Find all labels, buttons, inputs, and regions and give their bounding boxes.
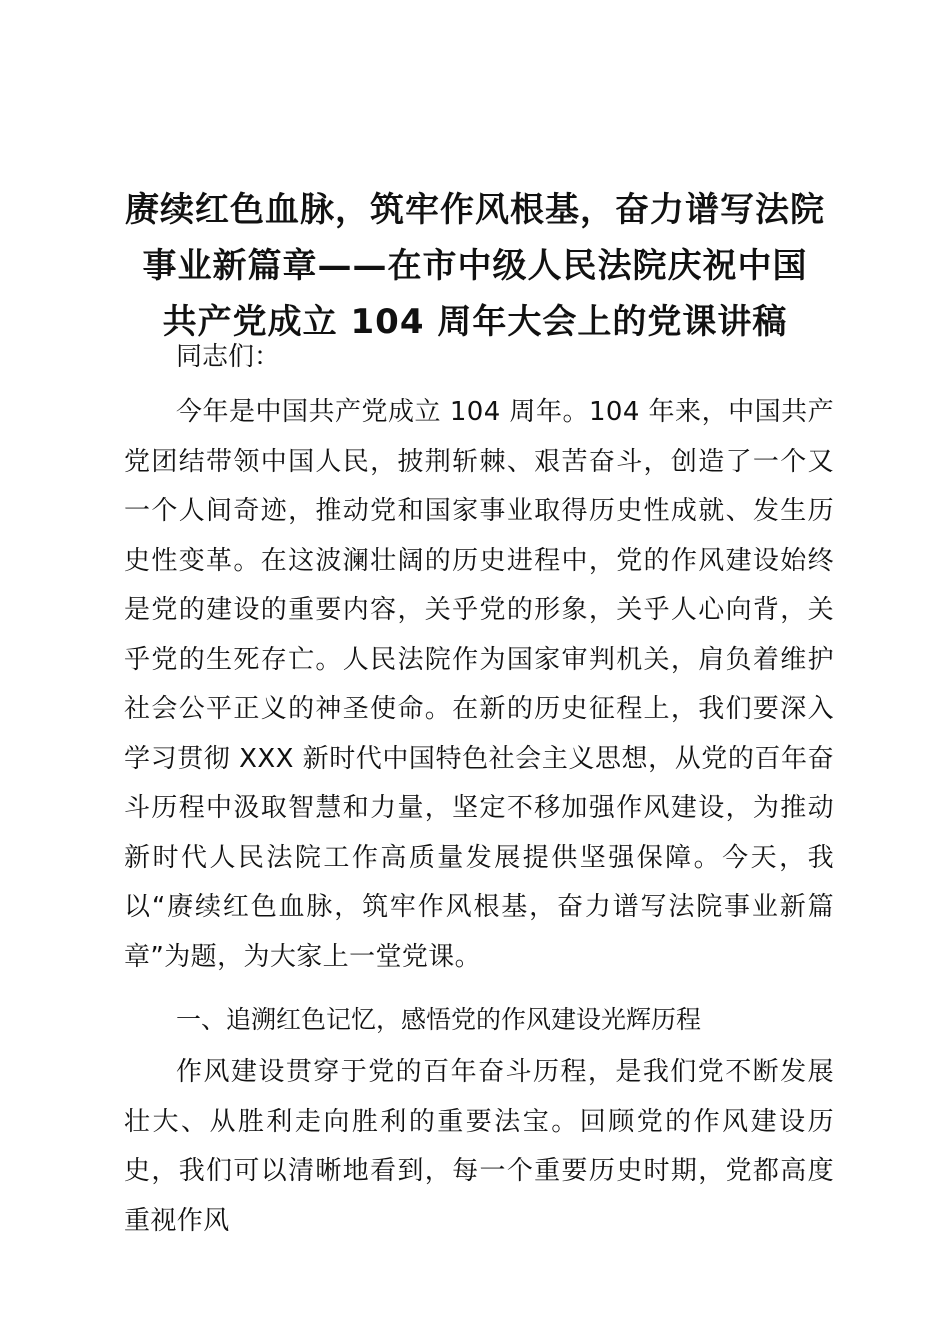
title-line-1: 赓续红色血脉，筑牢作风根基，奋力谱写法院 — [125, 190, 825, 230]
section-heading-1: 一、追溯红色记忆，感悟党的作风建设光辉历程 — [176, 1005, 702, 1034]
document-title — [118, 182, 832, 350]
paragraph-section-1: 作风建设贯穿于党的百年奋斗历程，是我们党不断发展壮大、从胜利走向胜利的重要法宝。回顾党的作风建设历史，我们可以清晰地看到，每一个重要历史时期，党都高度重视作风 — [124, 1057, 834, 1236]
paragraph-intro: 今年是中国共产党成立 104 周年。104 年来，中国共产党团结带领中国人民，披荆斩棘、艰苦奋斗，创造了一个又一个人间奇迹，推动党和国家事业取得历史性成就、发生历史性变革。在这波澜壮阔的历史进程中，党的作风建设始终是党的建设的重要内容，关乎党的形象，关乎人心向背，关乎党的生死存亡。人民法院作为国家审判机关，肩负着维护社会公平正义的神圣使命。在新的历史征程上，我们要深入学习贯彻 XXX 新时代中国特色社会主义思想，从党的百年奋斗历程中汲取智慧和力量，坚定不移加强作风建设，为推动新时代人民法院工作高质量发展提供坚强保障。今天，我以“赓续红色血脉，筑牢作风根基，奋力谱写法院事业新篇章”为题，为大家上一堂党课。 — [124, 397, 834, 972]
title-line-3: 共产党成立 104 周年大会上的党课讲稿 — [162, 302, 788, 342]
document-body — [124, 338, 834, 1246]
greeting: 同志们： — [176, 342, 281, 372]
title-line-2: 事业新篇章——在市中级人民法院庆祝中国 — [142, 246, 808, 286]
